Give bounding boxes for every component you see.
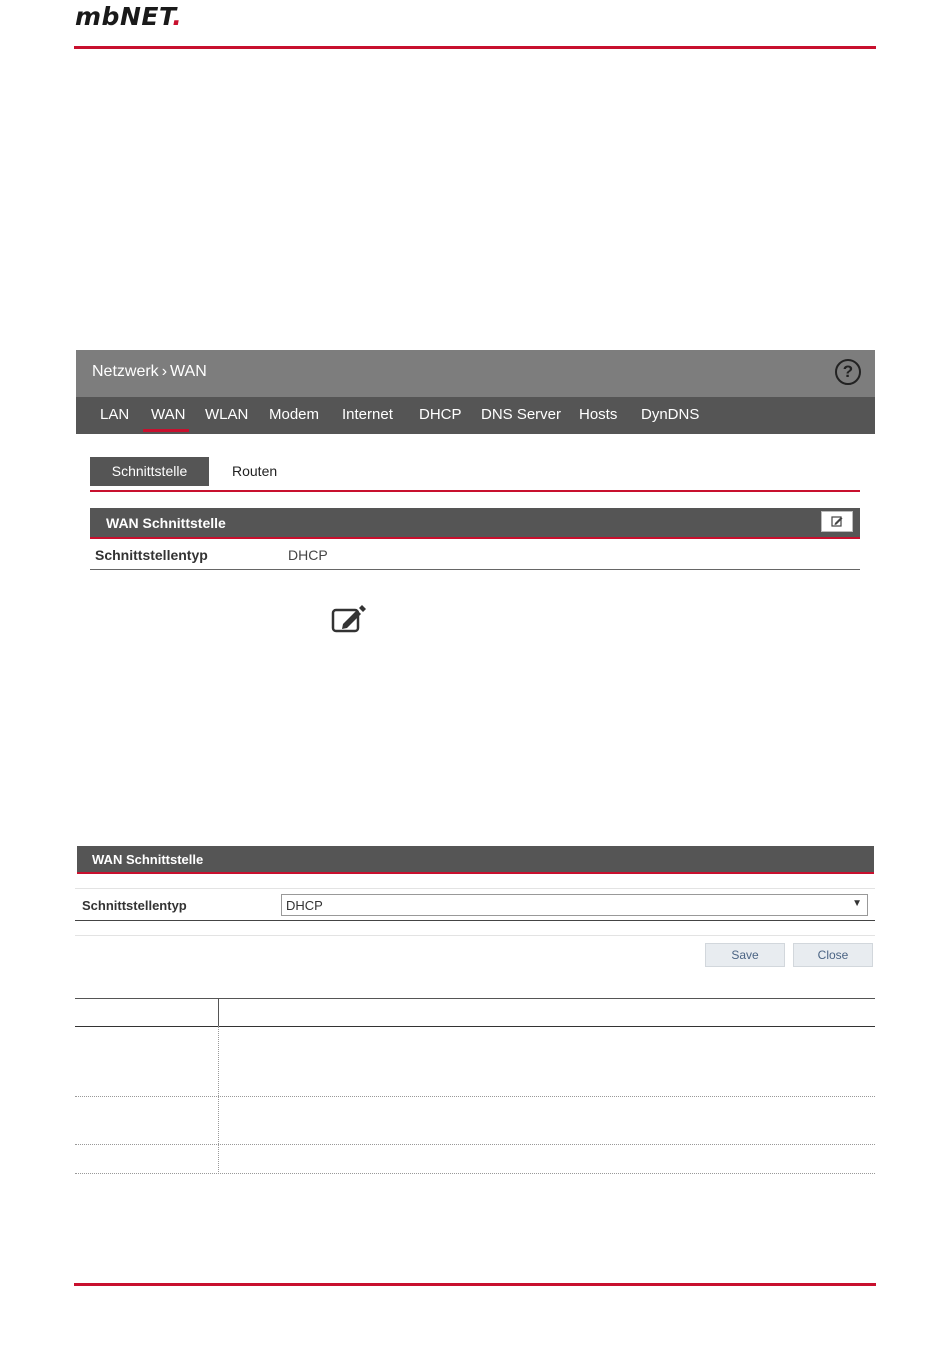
dropdown-arrow-icon: ▼ bbox=[852, 898, 862, 909]
nav-bar bbox=[76, 397, 875, 434]
interface-type-label: Schnittstellentyp bbox=[82, 898, 187, 913]
interface-type-select[interactable] bbox=[281, 894, 868, 916]
nav-active-indicator bbox=[143, 429, 189, 432]
nav-item-dns-server[interactable]: DNS Server bbox=[481, 406, 562, 423]
interface-type-value: DHCP bbox=[288, 547, 328, 563]
save-button[interactable]: Save bbox=[705, 943, 785, 967]
breadcrumb-wan: WAN bbox=[170, 363, 207, 380]
nav-item-lan[interactable]: LAN bbox=[100, 406, 130, 423]
breadcrumb-netzwerk[interactable]: Netzwerk bbox=[92, 363, 159, 380]
table-top-rule bbox=[75, 998, 875, 999]
selected-value: DHCP bbox=[286, 898, 323, 913]
table-header-rule bbox=[75, 1026, 875, 1027]
wan-view-screenshot bbox=[76, 350, 875, 572]
divider bbox=[75, 920, 875, 921]
table-row bbox=[75, 1173, 875, 1174]
panel-title: WAN Schnittstelle bbox=[106, 515, 226, 531]
table-column-divider bbox=[218, 1026, 219, 1174]
help-icon[interactable]: ? bbox=[835, 359, 861, 385]
nav-item-modem[interactable]: Modem bbox=[269, 406, 320, 423]
edit-icon bbox=[822, 512, 852, 531]
subtab-rule bbox=[90, 490, 860, 492]
nav-item-dyndns[interactable]: DynDNS bbox=[641, 406, 700, 423]
panel-header bbox=[90, 508, 860, 537]
nav-item-hosts[interactable]: Hosts bbox=[579, 406, 618, 423]
edit-panel-header bbox=[77, 846, 874, 872]
header-rule bbox=[74, 46, 876, 49]
table-column-divider bbox=[218, 998, 219, 1026]
breadcrumb bbox=[92, 363, 207, 381]
breadcrumb-separator: › bbox=[161, 363, 168, 380]
footer-rule bbox=[74, 1283, 876, 1286]
edit-panel-title: WAN Schnittstelle bbox=[92, 852, 204, 867]
wan-edit-screenshot bbox=[75, 846, 875, 976]
nav-item-dhcp[interactable]: DHCP bbox=[419, 406, 462, 423]
panel-header-rule bbox=[90, 537, 860, 539]
divider bbox=[75, 935, 875, 936]
interface-type-label: Schnittstellentyp bbox=[95, 547, 208, 563]
close-button[interactable]: Close bbox=[793, 943, 873, 967]
table-row bbox=[75, 1144, 875, 1145]
mbnet-logo: mbNET. bbox=[75, 2, 183, 31]
tab-schnittstelle[interactable]: Schnittstelle bbox=[90, 457, 209, 486]
page-header bbox=[76, 350, 875, 397]
divider bbox=[75, 888, 875, 889]
nav-item-internet[interactable]: Internet bbox=[342, 406, 393, 423]
edit-button[interactable] bbox=[821, 511, 853, 532]
table-row bbox=[75, 1096, 875, 1097]
parameter-table bbox=[75, 998, 875, 1176]
row-divider bbox=[90, 569, 860, 570]
edit-icon bbox=[331, 605, 367, 635]
nav-item-wlan[interactable]: WLAN bbox=[205, 406, 249, 423]
nav-item-wan[interactable]: WAN bbox=[151, 406, 186, 423]
edit-panel-header-rule bbox=[77, 872, 874, 874]
tab-routen[interactable]: Routen bbox=[232, 463, 278, 479]
